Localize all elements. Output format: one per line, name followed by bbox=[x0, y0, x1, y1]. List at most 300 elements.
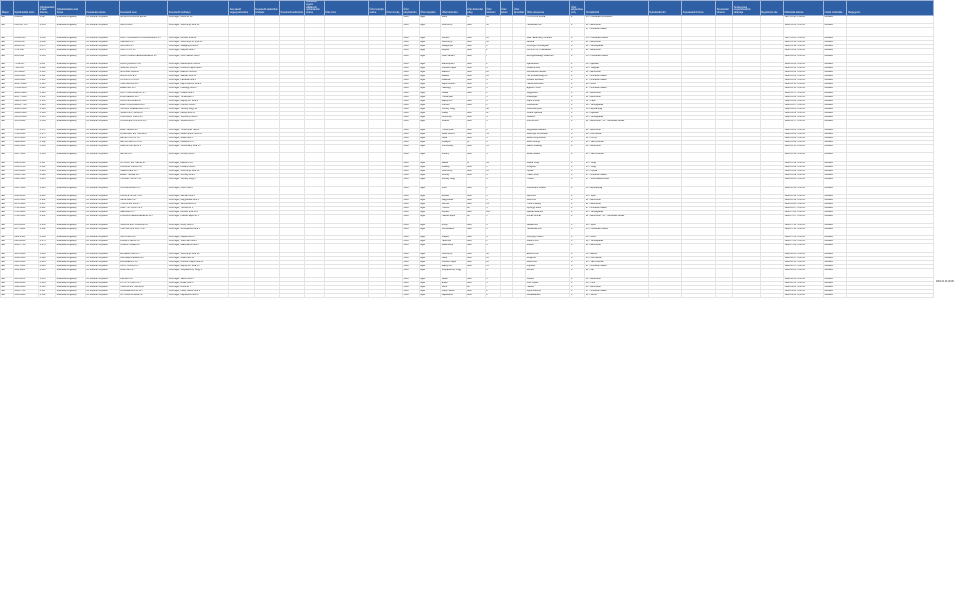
table-cell[interactable]: 3300 bbox=[402, 107, 419, 111]
table-cell[interactable]: 04 - Vendéglátás bbox=[585, 103, 648, 107]
table-cell[interactable]: 2790.3300 bbox=[13, 215, 38, 223]
table-cell[interactable] bbox=[229, 54, 254, 62]
table-cell[interactable]: Az üzletben folytatott bbox=[85, 269, 119, 277]
table-cell[interactable]: 06 - Kozmetika bbox=[585, 256, 648, 260]
table-cell[interactable] bbox=[513, 269, 526, 277]
table-cell[interactable]: 12 bbox=[485, 256, 500, 260]
column-header[interactable]: Szeszesital kimérés bbox=[716, 1, 733, 16]
table-cell[interactable]: Az üzletben folytatott bbox=[85, 294, 119, 298]
table-cell[interactable]: 3300 bbox=[402, 36, 419, 40]
table-cell[interactable] bbox=[847, 186, 934, 194]
table-cell[interactable]: 13 - Háztartási cikkek bbox=[585, 227, 648, 235]
table-cell[interactable] bbox=[280, 178, 305, 186]
table-cell[interactable] bbox=[229, 269, 254, 277]
table-cell[interactable]: 8.087 bbox=[39, 62, 56, 66]
table-cell[interactable]: Cukrászda bbox=[526, 103, 570, 107]
table-cell[interactable]: 01 - Élelmiszer bbox=[585, 71, 648, 75]
column-header[interactable]: Üzlet lépcsőház bbox=[513, 1, 526, 16]
table-cell[interactable]: Széchenyi bbox=[441, 169, 466, 173]
table-cell[interactable]: Eger bbox=[419, 161, 440, 165]
table-cell[interactable]: BETEK KÖNYV BT bbox=[119, 136, 168, 140]
table-cell[interactable]: 8.232 bbox=[39, 199, 56, 203]
table-cell[interactable]: 3300 bbox=[402, 75, 419, 79]
table-cell[interactable]: 37264.6450 bbox=[13, 87, 38, 91]
column-header[interactable]: Üzlet település bbox=[419, 1, 440, 16]
table-cell[interactable]: 3300 bbox=[402, 199, 419, 203]
table-cell[interactable]: 3300 bbox=[402, 40, 419, 44]
table-cell[interactable]: Vegyesbolt bbox=[526, 91, 570, 95]
table-cell[interactable]: Aktuális bbox=[824, 87, 847, 91]
table-cell[interactable]: 4 bbox=[485, 223, 500, 227]
table-cell[interactable]: 3300 Eger, Tűzoltó tér 3 bbox=[168, 207, 229, 211]
table-cell[interactable]: Szőnyeg Szalon bbox=[526, 236, 570, 240]
table-cell[interactable]: Aktuális bbox=[824, 107, 847, 111]
table-cell[interactable]: 3300 bbox=[402, 211, 419, 215]
table-cell[interactable]: Aktuális bbox=[824, 44, 847, 48]
table-cell[interactable] bbox=[466, 269, 485, 277]
table-cell[interactable]: 2911.4500 bbox=[13, 236, 38, 240]
column-header[interactable]: Nyilvántartási szám bbox=[13, 1, 38, 16]
table-cell[interactable]: Élő bbox=[1, 95, 14, 99]
table-cell[interactable]: utca bbox=[466, 116, 485, 120]
table-cell[interactable]: 3300 bbox=[402, 207, 419, 211]
table-cell[interactable]: 02 - Ital bbox=[585, 269, 648, 277]
table-cell[interactable]: 1335.0020 bbox=[13, 120, 38, 128]
table-cell[interactable]: 40 bbox=[485, 107, 500, 111]
table-cell[interactable]: ÉKSZER-ÓRA KFT bbox=[119, 252, 168, 256]
table-cell[interactable]: Érsek bbox=[441, 281, 466, 285]
table-cell[interactable]: Ludányi bbox=[441, 165, 466, 169]
table-cell[interactable] bbox=[254, 153, 279, 161]
table-cell[interactable]: Élő bbox=[1, 227, 14, 235]
table-cell[interactable] bbox=[39, 28, 56, 36]
table-cell[interactable] bbox=[368, 120, 385, 128]
table-cell[interactable]: FLAMINGO ÉS TÁRSA BT bbox=[119, 132, 168, 136]
table-cell[interactable]: 2 bbox=[485, 44, 500, 48]
table-cell[interactable] bbox=[168, 28, 229, 36]
table-cell[interactable]: Élő bbox=[1, 265, 14, 269]
table-cell[interactable]: Az üzletben folytatott bbox=[85, 236, 119, 240]
table-cell[interactable]: 35789638 bbox=[13, 71, 38, 75]
table-cell[interactable]: 8.121 bbox=[39, 87, 56, 91]
table-cell[interactable]: 3300 Eger, Malomárok utca 6 bbox=[168, 244, 229, 252]
table-cell[interactable] bbox=[305, 269, 324, 277]
table-cell[interactable] bbox=[760, 145, 783, 153]
table-cell[interactable]: Az üzletben folytatott bbox=[85, 256, 119, 260]
table-cell[interactable] bbox=[385, 54, 402, 62]
table-cell[interactable]: Élő bbox=[1, 145, 14, 153]
table-cell[interactable]: Az üzletben folytatott bbox=[85, 203, 119, 207]
table-cell[interactable]: 3300 bbox=[402, 71, 419, 75]
table-cell[interactable]: utca bbox=[466, 128, 485, 132]
table-cell[interactable] bbox=[385, 186, 402, 194]
table-cell[interactable]: 1998.01.16. 0:00:00 bbox=[783, 40, 823, 44]
table-cell[interactable]: Élő bbox=[1, 289, 14, 293]
table-cell[interactable]: Működési engedély bbox=[56, 186, 86, 194]
table-cell[interactable]: Az üzletben folytatott bbox=[85, 211, 119, 215]
table-cell[interactable]: 7 bbox=[485, 285, 500, 289]
table-cell[interactable]: Aktuális bbox=[824, 40, 847, 44]
table-cell[interactable]: 01 - Élelmiszer bbox=[585, 145, 648, 153]
table-cell[interactable]: SZIMULI LAJOS bbox=[119, 67, 168, 71]
table-cell[interactable]: Zöldséges bbox=[526, 95, 570, 99]
table-cell[interactable]: 0 bbox=[570, 265, 585, 269]
table-cell[interactable]: 11 bbox=[485, 112, 500, 116]
table-cell[interactable]: 1998.05.02. 0:00:00 bbox=[783, 140, 823, 144]
table-cell[interactable]: 3300 bbox=[402, 178, 419, 186]
table-cell[interactable] bbox=[733, 120, 761, 128]
table-cell[interactable]: 0 bbox=[570, 256, 585, 260]
table-cell[interactable] bbox=[229, 178, 254, 186]
table-cell[interactable]: ALFA-QUADRO KFT bbox=[119, 62, 168, 66]
table-cell[interactable]: 3300 Eger, Deák Ferenc utca 31 bbox=[168, 132, 229, 136]
table-cell[interactable]: 7118.565 bbox=[13, 67, 38, 71]
table-cell[interactable]: Az üzletben folytatott bbox=[85, 44, 119, 48]
table-cell[interactable]: Castello bbox=[526, 116, 570, 120]
table-cell[interactable]: Fotó Stúdió bbox=[526, 281, 570, 285]
table-cell[interactable]: Az üzletben folytatott bbox=[85, 289, 119, 293]
table-row[interactable] bbox=[1, 244, 934, 252]
table-cell[interactable]: 0 bbox=[570, 289, 585, 293]
table-cell[interactable]: utca bbox=[466, 186, 485, 194]
table-cell[interactable]: Működési engedély bbox=[56, 75, 86, 79]
table-cell[interactable]: 3300 bbox=[402, 112, 419, 116]
table-cell[interactable]: Az üzletben folytatott bbox=[85, 281, 119, 285]
table-cell[interactable] bbox=[716, 244, 733, 252]
table-cell[interactable]: Klapka bbox=[441, 236, 466, 240]
table-cell[interactable]: Működési engedély bbox=[56, 281, 86, 285]
table-cell[interactable]: 01 - Élelmiszer bbox=[585, 24, 648, 28]
table-cell[interactable]: utca bbox=[466, 145, 485, 153]
table-cell[interactable]: 38210.9900 bbox=[13, 91, 38, 95]
table-cell[interactable]: 1998.01.19. 0:00:00 bbox=[783, 44, 823, 48]
table-cell[interactable]: Aktuális bbox=[824, 174, 847, 178]
table-cell[interactable]: Eger bbox=[419, 186, 440, 194]
table-cell[interactable]: Működési engedély bbox=[56, 36, 86, 40]
table-cell[interactable]: Aktuális bbox=[824, 199, 847, 203]
table-cell[interactable]: 0 bbox=[570, 48, 585, 54]
table-cell[interactable]: Aktuális bbox=[824, 227, 847, 235]
table-cell[interactable]: NON-STOP BT bbox=[119, 48, 168, 54]
table-cell[interactable]: 8.126 bbox=[39, 91, 56, 95]
table-cell[interactable]: MÓNIKA BORÁSZ ÉRNA bbox=[119, 15, 168, 23]
table-cell[interactable] bbox=[229, 294, 254, 298]
table-cell[interactable]: Eger bbox=[419, 153, 440, 161]
table-cell[interactable]: Aktuális bbox=[824, 186, 847, 194]
column-header[interactable]: Üzlet ország bbox=[385, 1, 402, 16]
table-cell[interactable]: Működési engedély bbox=[56, 289, 86, 293]
table-cell[interactable]: 07 - Ruházati cikkek bbox=[585, 87, 648, 91]
table-cell[interactable]: Kertész bbox=[441, 36, 466, 40]
table-cell[interactable]: Működési engedély bbox=[56, 169, 86, 173]
table-cell[interactable]: Eger bbox=[419, 91, 440, 95]
table-cell[interactable] bbox=[385, 145, 402, 153]
table-cell[interactable]: KISBOLT EGER BT bbox=[119, 244, 168, 252]
table-cell[interactable]: EGRI CUKRÁSZDA KFT bbox=[119, 103, 168, 107]
table-cell[interactable]: Eger bbox=[419, 48, 440, 54]
table-cell[interactable]: Aktuális bbox=[824, 211, 847, 215]
table-cell[interactable]: Működési engedély bbox=[56, 48, 86, 54]
table-cell[interactable]: 2388.7300 bbox=[13, 174, 38, 178]
table-cell[interactable]: Működési engedély bbox=[56, 87, 86, 91]
table-cell[interactable] bbox=[500, 269, 513, 277]
table-cell[interactable]: 2322247 bbox=[13, 15, 38, 23]
table-cell[interactable]: 0 bbox=[570, 91, 585, 95]
table-cell[interactable]: Eger bbox=[419, 62, 440, 66]
table-cell[interactable]: utca bbox=[466, 40, 485, 44]
table-cell[interactable]: 6 bbox=[485, 83, 500, 87]
table-cell[interactable]: 3300 Eger, Maklári utca 12 bbox=[168, 75, 229, 79]
table-cell[interactable]: 04 - Vendéglátás bbox=[585, 44, 648, 48]
table-cell[interactable] bbox=[682, 145, 716, 153]
table-cell[interactable]: 1998.04.28. 0:00:00 bbox=[783, 136, 823, 140]
table-cell[interactable]: Aktuális bbox=[824, 71, 847, 75]
table-cell[interactable]: VADÁSZ ÉS HORGÁSZ BT bbox=[119, 223, 168, 227]
table-cell[interactable] bbox=[760, 120, 783, 128]
table-cell[interactable]: Latinka bbox=[526, 40, 570, 44]
table-cell[interactable]: 8.047 bbox=[39, 15, 56, 23]
table-cell[interactable]: 2288.1400 bbox=[13, 161, 38, 165]
table-cell[interactable]: Az üzletben folytatott bbox=[85, 169, 119, 173]
table-cell[interactable]: Az üzletben folytatott bbox=[85, 67, 119, 71]
table-row[interactable] bbox=[1, 227, 934, 235]
table-cell[interactable]: Eger bbox=[419, 277, 440, 281]
table-cell[interactable]: 3300 Eger, Vécsey völgy 8 bbox=[168, 178, 229, 186]
table-cell[interactable]: 0 bbox=[570, 87, 585, 91]
table-cell[interactable]: 3300 Eger, Tündérpart 5 bbox=[168, 95, 229, 99]
table-cell[interactable] bbox=[402, 28, 419, 36]
table-cell[interactable]: Aktuális bbox=[824, 169, 847, 173]
table-cell[interactable]: 3300 bbox=[402, 67, 419, 71]
column-header[interactable]: Tevékenység megszűnésének időpontja bbox=[733, 1, 761, 16]
table-cell[interactable]: 3300 bbox=[402, 48, 419, 54]
table-cell[interactable] bbox=[648, 227, 682, 235]
table-cell[interactable]: 07 - Ruházati cikkek bbox=[585, 75, 648, 79]
table-cell[interactable]: Az üzletben folytatott bbox=[85, 24, 119, 28]
table-cell[interactable] bbox=[513, 145, 526, 153]
table-cell[interactable]: Dobó bbox=[441, 15, 466, 23]
table-cell[interactable]: utca bbox=[466, 24, 485, 28]
table-cell[interactable]: Az üzletben folytatott bbox=[85, 75, 119, 79]
table-cell[interactable]: 8.241 bbox=[39, 207, 56, 211]
table-cell[interactable]: 3300 bbox=[402, 103, 419, 107]
table-cell[interactable]: 8.069 bbox=[39, 40, 56, 44]
column-header[interactable]: Utolsó módosítás bbox=[824, 1, 847, 16]
table-cell[interactable] bbox=[324, 186, 368, 194]
table-cell[interactable]: út bbox=[466, 161, 485, 165]
table-cell[interactable]: 8.299 bbox=[39, 265, 56, 269]
table-cell[interactable]: Élő bbox=[1, 24, 14, 28]
table-cell[interactable]: Hadnagy bbox=[441, 87, 466, 91]
table-cell[interactable]: 3300 Eger, Dobó tér 12 bbox=[168, 15, 229, 23]
table-row[interactable] bbox=[1, 153, 934, 161]
table-cell[interactable]: Koháry bbox=[441, 153, 466, 161]
table-cell[interactable]: Eger bbox=[419, 281, 440, 285]
table-cell[interactable] bbox=[500, 54, 513, 62]
table-cell[interactable]: 2601.2200 bbox=[13, 194, 38, 198]
table-cell[interactable]: 3300 Eger, Vallon utca 3 bbox=[168, 277, 229, 281]
table-cell[interactable]: Élő bbox=[1, 116, 14, 120]
table-cell[interactable]: 3390.1880 bbox=[13, 79, 38, 83]
table-cell[interactable]: Aktuális bbox=[824, 83, 847, 87]
column-header[interactable]: Kereskedő egyéni vállalkozói nyilvántartási száma bbox=[305, 1, 324, 16]
table-cell[interactable]: 1998.08.31. 0:00:00 bbox=[783, 281, 823, 285]
table-cell[interactable]: Eger bbox=[419, 236, 440, 240]
table-cell[interactable]: Eger bbox=[419, 140, 440, 144]
table-cell[interactable]: 04 - Vendéglátás bbox=[585, 240, 648, 244]
table-cell[interactable]: Vegyeskereskedés bbox=[526, 128, 570, 132]
column-header[interactable]: Üzlet irányítószám bbox=[402, 1, 419, 16]
table-cell[interactable] bbox=[305, 28, 324, 36]
table-cell[interactable]: 8.228 bbox=[39, 194, 56, 198]
table-cell[interactable]: 45 bbox=[485, 40, 500, 44]
table-cell[interactable]: Működési engedély bbox=[56, 199, 86, 203]
table-cell[interactable]: 01 - Élelmiszer bbox=[585, 244, 648, 252]
table-cell[interactable] bbox=[324, 227, 368, 235]
column-header[interactable]: Üzlet elnevezése bbox=[526, 1, 570, 16]
table-cell[interactable]: utca bbox=[466, 227, 485, 235]
table-cell[interactable]: 0 bbox=[570, 227, 585, 235]
table-cell[interactable] bbox=[229, 145, 254, 153]
table-cell[interactable]: 8.279 bbox=[39, 244, 56, 252]
table-cell[interactable] bbox=[485, 28, 500, 36]
table-cell[interactable]: Aktuális bbox=[824, 223, 847, 227]
table-cell[interactable]: 20 - Fotó bbox=[585, 281, 648, 285]
table-cell[interactable]: Aktuális bbox=[824, 54, 847, 62]
table-cell[interactable]: Malomárok bbox=[441, 244, 466, 252]
table-cell[interactable]: 15 - Virág bbox=[585, 161, 648, 165]
table-cell[interactable]: 3300 Eger, Vécsey völgy 40 bbox=[168, 107, 229, 111]
table-cell[interactable]: Eger bbox=[419, 207, 440, 211]
table-cell[interactable]: Baktai bbox=[441, 161, 466, 165]
table-cell[interactable] bbox=[368, 54, 385, 62]
table-cell[interactable]: Élő bbox=[1, 169, 14, 173]
table-cell[interactable] bbox=[324, 269, 368, 277]
table-cell[interactable]: 1998.08.07. 0:00:00 bbox=[783, 256, 823, 260]
table-cell[interactable]: Az üzletben folytatott bbox=[85, 62, 119, 66]
table-cell[interactable] bbox=[254, 269, 279, 277]
table-cell[interactable]: 3300 Eger, Knézich utca 1 bbox=[168, 103, 229, 107]
table-cell[interactable]: 3300 Eger, Jókai utca 3 bbox=[168, 136, 229, 140]
table-cell[interactable]: 2 bbox=[485, 91, 500, 95]
table-cell[interactable]: Működési engedély bbox=[56, 240, 86, 244]
table-cell[interactable]: Kolorszabó Festék bbox=[526, 186, 570, 194]
table-cell[interactable]: Működési engedély bbox=[56, 103, 86, 107]
table-cell[interactable]: Működési engedély bbox=[56, 244, 86, 252]
table-cell[interactable] bbox=[682, 153, 716, 161]
table-cell[interactable]: Aktuális bbox=[824, 289, 847, 293]
table-cell[interactable]: 1998.09.11. 0:00:00 bbox=[783, 294, 823, 298]
table-cell[interactable]: 8.149 bbox=[39, 112, 56, 116]
table-cell[interactable]: Az üzletben folytatott bbox=[85, 153, 119, 161]
table-cell[interactable]: 21 - Jármű bbox=[585, 294, 648, 298]
table-cell[interactable]: 0 bbox=[570, 120, 585, 128]
table-cell[interactable]: 1721.9200 bbox=[13, 128, 38, 132]
table-cell[interactable]: tér bbox=[466, 207, 485, 211]
table-cell[interactable]: Háztartási Bolt bbox=[526, 227, 570, 235]
table-cell[interactable]: 3300 Eger, Faiskola utca 4 bbox=[168, 79, 229, 83]
table-cell[interactable]: Eger bbox=[419, 67, 440, 71]
table-cell[interactable]: 0 bbox=[570, 240, 585, 244]
table-cell[interactable]: Servita bbox=[441, 203, 466, 207]
table-cell[interactable]: Kecskeméti Mester bbox=[526, 71, 570, 75]
table-cell[interactable]: 8.066 bbox=[39, 36, 56, 40]
table-cell[interactable] bbox=[280, 145, 305, 153]
table-cell[interactable]: Autóalkatrész bbox=[526, 294, 570, 298]
table-cell[interactable]: 1998.07.24. 0:00:00 bbox=[783, 240, 823, 244]
table-cell[interactable]: Tetemvár bbox=[441, 240, 466, 244]
table-cell[interactable] bbox=[368, 28, 385, 36]
table-cell[interactable]: utca bbox=[466, 165, 485, 169]
table-cell[interactable]: Élő bbox=[1, 83, 14, 87]
table-cell[interactable]: 1998.03.02. 0:00:00 bbox=[783, 71, 823, 75]
table-cell[interactable]: utca bbox=[466, 240, 485, 244]
table-cell[interactable] bbox=[760, 186, 783, 194]
table-cell[interactable]: Eger bbox=[419, 285, 440, 289]
table-cell[interactable]: 0 bbox=[570, 294, 585, 298]
table-cell[interactable]: Mecset bbox=[441, 194, 466, 198]
table-cell[interactable]: Élő bbox=[1, 269, 14, 277]
table-cell[interactable]: Aktuális bbox=[824, 95, 847, 99]
table-cell[interactable]: Az üzletben folytatott bbox=[85, 71, 119, 75]
column-header[interactable]: Kereskedelmi forma bbox=[682, 1, 716, 16]
table-cell[interactable]: 1998.04.21. 0:00:00 bbox=[783, 128, 823, 132]
table-cell[interactable] bbox=[733, 153, 761, 161]
table-cell[interactable]: 1855.6300 bbox=[13, 136, 38, 140]
table-cell[interactable] bbox=[280, 215, 305, 223]
table-cell[interactable]: Eger bbox=[419, 15, 440, 23]
table-cell[interactable]: Patika Virág bbox=[526, 161, 570, 165]
table-cell[interactable]: 7 bbox=[485, 54, 500, 62]
table-cell[interactable]: 3386.7700 bbox=[13, 289, 38, 293]
table-cell[interactable] bbox=[824, 28, 847, 36]
table-cell[interactable]: 2630.5100 bbox=[13, 199, 38, 203]
table-cell[interactable]: Háztartási bolt bbox=[526, 24, 570, 28]
table-cell[interactable]: Élő bbox=[1, 75, 14, 79]
table-cell[interactable]: Aktuális bbox=[824, 36, 847, 40]
table-cell[interactable]: Mátyás bbox=[441, 48, 466, 54]
table-cell[interactable]: 3300 Eger, Nagyváradi utca 5 bbox=[168, 199, 229, 203]
column-header[interactable]: Kereskedés típusa bbox=[85, 1, 119, 16]
table-cell[interactable]: 3001.7700 bbox=[13, 244, 38, 252]
table-cell[interactable]: 0 bbox=[570, 40, 585, 44]
table-cell[interactable]: 8.316 bbox=[39, 281, 56, 285]
table-cell[interactable]: Szvorényi bbox=[441, 116, 466, 120]
table-cell[interactable]: Élő bbox=[1, 128, 14, 132]
table-cell[interactable]: 4 bbox=[485, 269, 500, 277]
table-cell[interactable]: Az üzletben folytatott bbox=[85, 252, 119, 256]
table-cell[interactable]: 05 - Vas-műszaki bbox=[585, 140, 648, 144]
table-cell[interactable]: 1998.05.26. 0:00:00 bbox=[783, 169, 823, 173]
table-cell[interactable]: 0 bbox=[570, 103, 585, 107]
table-cell[interactable]: 3300 Eger, Széchenyi út. utca 45 bbox=[168, 40, 229, 44]
table-cell[interactable]: Eger bbox=[419, 83, 440, 87]
table-cell[interactable]: Tűzoltó bbox=[441, 207, 466, 211]
table-cell[interactable]: DROGÉRIA EGER KFT bbox=[119, 256, 168, 260]
table-cell[interactable]: 3300 bbox=[402, 269, 419, 277]
table-cell[interactable] bbox=[847, 269, 934, 277]
table-cell[interactable] bbox=[254, 244, 279, 252]
table-cell[interactable]: 3300 Eger, Szépasszony völgy 4 bbox=[168, 269, 229, 277]
table-cell[interactable]: Aktuális bbox=[824, 261, 847, 265]
table-cell[interactable]: 01 - Élelmiszer bbox=[585, 48, 648, 54]
table-cell[interactable] bbox=[254, 294, 279, 298]
table-cell[interactable]: 2 bbox=[485, 128, 500, 132]
table-cell[interactable] bbox=[305, 153, 324, 161]
table-cell[interactable]: Eger bbox=[419, 265, 440, 269]
table-cell[interactable]: utca bbox=[466, 91, 485, 95]
table-cell[interactable]: Működési engedély bbox=[56, 223, 86, 227]
